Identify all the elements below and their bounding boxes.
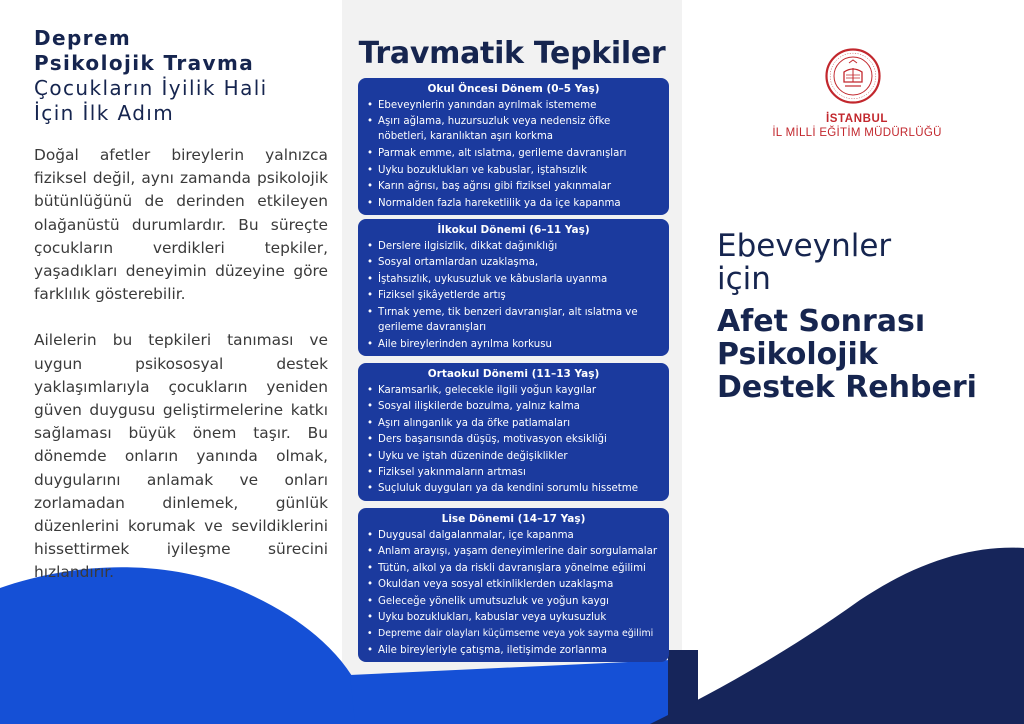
list-item: • Ebeveynlerin yanından ayrılmak istememe bbox=[366, 98, 661, 114]
title-line-2: Psikolojik bbox=[717, 337, 878, 372]
intro-paragraph-2: Ailelerin bu tepkileri tanıması ve uygun psikososyal destek yaklaşımlarıyla çocukların yeniden güven duygusu geliştirmelerine katkı sağlaması büyük önem taşır. Bu dönemde onların yanında olmak, duygularını anlamak ve onları zorlamadan dinlemek, günlük düzenlerini korumak ve sevildiklerini hissettirmek iyileşme sürecini hızlandırır. bbox=[34, 331, 328, 582]
list-item: • Parmak emme, alt ıslatma, gerileme davranışları bbox=[366, 146, 661, 162]
card-primary-school bbox=[358, 219, 669, 356]
reaction-list bbox=[366, 528, 661, 659]
list-item: • Normalden fazla hareketlilik ya da içe kapanma bbox=[366, 196, 661, 212]
list-item: • Tütün, alkol ya da riskli davranışlara yönelme eğilimi bbox=[366, 561, 661, 577]
subheading-line-2: İçin İlk Adım bbox=[34, 101, 175, 125]
list-item: • Aile bireylerinden ayrılma korkusu bbox=[366, 337, 661, 353]
list-item: • Sosyal ilişkilerde bozulma, yalnız kalma bbox=[366, 399, 661, 415]
list-item: • Uyku bozuklukları, kabuslar veya uykusuzluk bbox=[366, 610, 661, 626]
reaction-list bbox=[366, 239, 661, 353]
cover-column bbox=[690, 0, 1024, 724]
card-title: İlkokul Dönemi (6–11 Yaş) bbox=[437, 224, 590, 236]
subheading-line-1: Çocukların İyilik Hali bbox=[34, 76, 268, 100]
card-middle-school bbox=[358, 363, 669, 501]
intro-column bbox=[34, 26, 328, 585]
list-item: • Aile bireyleriyle çatışma, iletişimde zorlanma bbox=[366, 643, 661, 659]
list-item: • Fiziksel yakınmaların artması bbox=[366, 465, 661, 481]
list-item: • Ders başarısında düşüş, motivasyon eksikliği bbox=[366, 432, 661, 448]
title-line-1: Afet Sonrası bbox=[717, 304, 926, 339]
card-preschool bbox=[358, 78, 669, 215]
list-item: • Fiziksel şikâyetlerde artış bbox=[366, 288, 661, 304]
heading-line-1: Deprem bbox=[34, 26, 132, 50]
list-item: • Suçluluk duyguları ya da kendini sorumlu hissetme bbox=[366, 481, 661, 497]
subtitle-line-1: Ebeveynler bbox=[717, 228, 892, 264]
list-item: • Sosyal ortamlardan uzaklaşma, bbox=[366, 255, 661, 271]
list-item: • Okuldan veya sosyal etkinliklerden uzaklaşma bbox=[366, 577, 661, 593]
card-title: Lise Dönemi (14–17 Yaş) bbox=[441, 513, 586, 525]
list-item: • Aşırı alınganlık ya da öfke patlamaları bbox=[366, 416, 661, 432]
list-item: • Depreme dair olayları küçümseme veya yok sayma eğilimi bbox=[366, 626, 661, 642]
cover-subtitle bbox=[717, 230, 891, 296]
list-item: • Anlam arayışı, yaşam deneyimlerine dair sorgulamalar bbox=[366, 544, 661, 560]
list-item: • Aşırı ağlama, huzursuzluk veya nedensiz öfke nöbetleri, karanlıktan aşırı korkma bbox=[366, 114, 661, 146]
list-item: • Uyku ve iştah düzeninde değişiklikler bbox=[366, 449, 661, 465]
reaction-list bbox=[366, 383, 661, 498]
institution-city: İSTANBUL bbox=[825, 113, 889, 125]
reactions-column bbox=[342, 0, 682, 724]
list-item: • Derslere ilgisizlik, dikkat dağınıklığı bbox=[366, 239, 661, 255]
card-title: Okul Öncesi Dönem (0–5 Yaş) bbox=[427, 83, 600, 95]
list-item: • İştahsızlık, uykusuzluk ve kâbuslarla uyanma bbox=[366, 272, 661, 288]
intro-paragraph-1: Doğal afetler bireylerin yalnızca fiziksel değil, aynı zamanda psikolojik bütünlüğünü de derinden etkileyen olağanüstü durumlardır. Bu süreçte çocukların verdikleri tepkiler, yaşadıkları deneyimin düzeyine göre farklılık gösterebilir. bbox=[34, 146, 328, 304]
list-item: • Karamsarlık, gelecekle ilgili yoğun kaygılar bbox=[366, 383, 661, 399]
subtitle-line-2: için bbox=[717, 261, 771, 297]
list-item: • Duygusal dalgalanmalar, içe kapanma bbox=[366, 528, 661, 544]
title-line-3: Destek Rehberi bbox=[717, 370, 977, 405]
reaction-list bbox=[366, 98, 661, 212]
card-high-school bbox=[358, 508, 669, 662]
list-item: • Tırnak yeme, tik benzeri davranışlar, alt ıslatma ve gerileme davranışları bbox=[366, 305, 661, 337]
reactions-title: Travmatik Tepkiler bbox=[358, 36, 666, 71]
heading-line-2: Psikolojik Travma bbox=[34, 51, 255, 75]
cover-title bbox=[717, 305, 977, 404]
list-item: • Karın ağrısı, baş ağrısı gibi fiziksel yakınmalar bbox=[366, 179, 661, 195]
list-item: • Geleceğe yönelik umutsuzluk ve yoğun kaygı bbox=[366, 594, 661, 610]
meb-seal-icon bbox=[825, 48, 881, 104]
list-item: • Uyku bozuklukları ve kabuslar, iştahsızlık bbox=[366, 163, 661, 179]
card-title: Ortaokul Dönemi (11–13 Yaş) bbox=[427, 368, 600, 380]
institution-name: İL MİLLİ EĞİTİM MÜDÜRLÜĞÜ bbox=[772, 127, 942, 139]
